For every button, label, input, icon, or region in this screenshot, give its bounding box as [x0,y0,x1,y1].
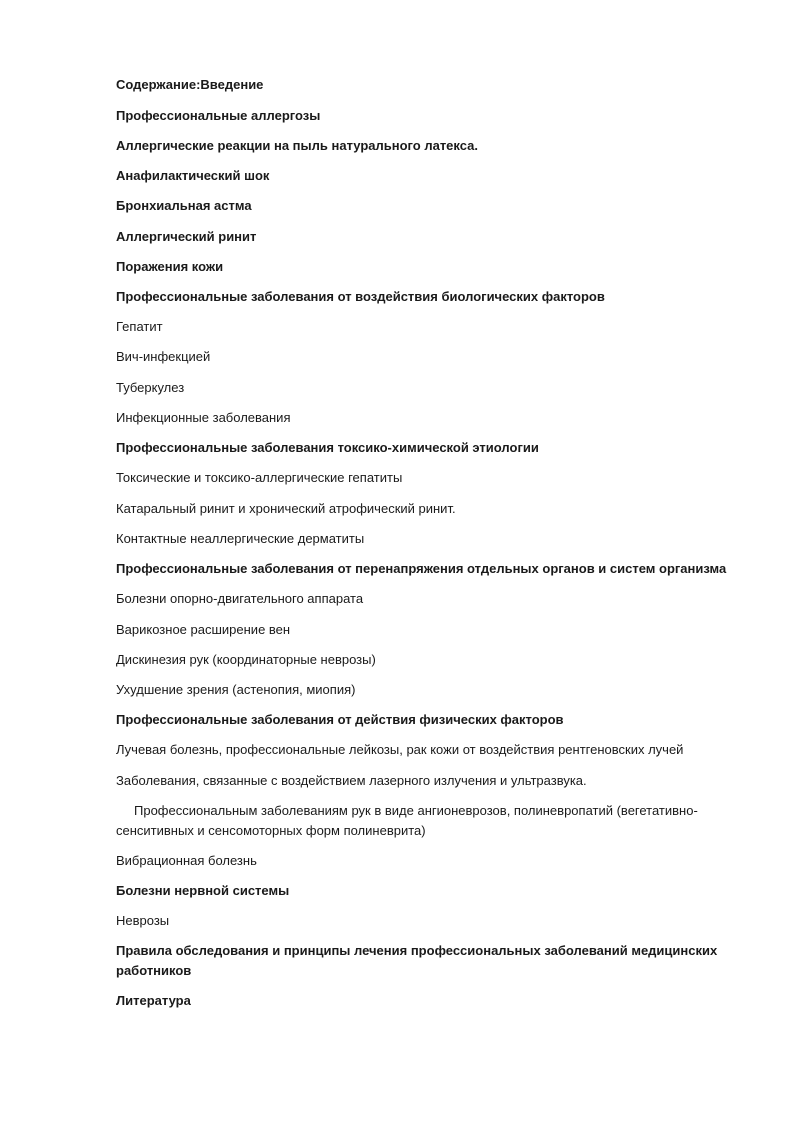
toc-item-rhinitis: Аллергический ринит [116,229,257,244]
toc-item-vision: Ухудшение зрения (астенопия, миопия) [116,682,356,697]
toc-item-toxic-chemical: Профессиональные заболевания токсико-химической этиологии [116,440,539,455]
toc-item-nervous-system: Болезни нервной системы [116,883,290,898]
toc-item-biological: Профессиональные заболевания от воздействия биологических факторов [116,289,605,304]
toc-item-physical: Профессиональные заболевания от действия физических факторов [116,712,564,727]
toc-item-musculoskeletal: Болезни опорно-двигательного аппарата [116,591,364,606]
toc-item-latex: Аллергические реакции на пыль натурального латекса. [116,138,478,153]
toc-item-toxic-hepatitis: Токсические и токсико-аллергические гепатиты [116,470,403,485]
toc-item-asthma: Бронхиальная астма [116,198,252,213]
toc-item-dermatitis: Контактные неаллергические дерматиты [116,531,365,546]
toc-item-varicose: Варикозное расширение вен [116,622,291,637]
toc-item-skin: Поражения кожи [116,259,224,274]
toc-item-laser: Заболевания, связанные с воздействием лазерного излучения и ультразвука. [116,773,587,788]
toc-item-literature: Литература [116,993,191,1008]
toc-item-anaphylaxis: Анафилактический шок [116,168,270,183]
toc-item-dyskinesia: Дискинезия рук (координаторные неврозы) [116,652,376,667]
toc-item-catarrhal-rhinitis: Катаральный ринит и хронический атрофический ринит. [116,501,456,516]
toc-item-radiation: Лучевая болезнь, профессиональные лейкозы, рак кожи от воздействия рентгеновских лучей [116,742,684,757]
toc-item-infectious: Инфекционные заболевания [116,410,291,425]
toc-item-allergoses: Профессиональные аллергозы [116,108,321,123]
toc-item-vibration: Вибрационная болезнь [116,853,257,868]
toc-item-intro: Содержание:Введение [116,77,264,92]
toc-item-hand-diseases: Профессиональным заболеваниям рук в виде ангионеврозов, полиневропатий (вегетативно-сенситивных и сенсомоторных форм полиневрита) [116,803,698,838]
toc-item-hiv: Вич-инфекцией [116,349,211,364]
toc-item-tuberculosis: Туберкулез [116,380,185,395]
toc-item-examination-rules: Правила обследования и принципы лечения профессиональных заболеваний медицинских работников [116,943,718,978]
toc-item-hepatitis: Гепатит [116,319,163,334]
toc-item-overstrain: Профессиональные заболевания от перенапряжения отдельных органов и систем организма [116,561,727,576]
toc-item-neuroses: Неврозы [116,913,170,928]
